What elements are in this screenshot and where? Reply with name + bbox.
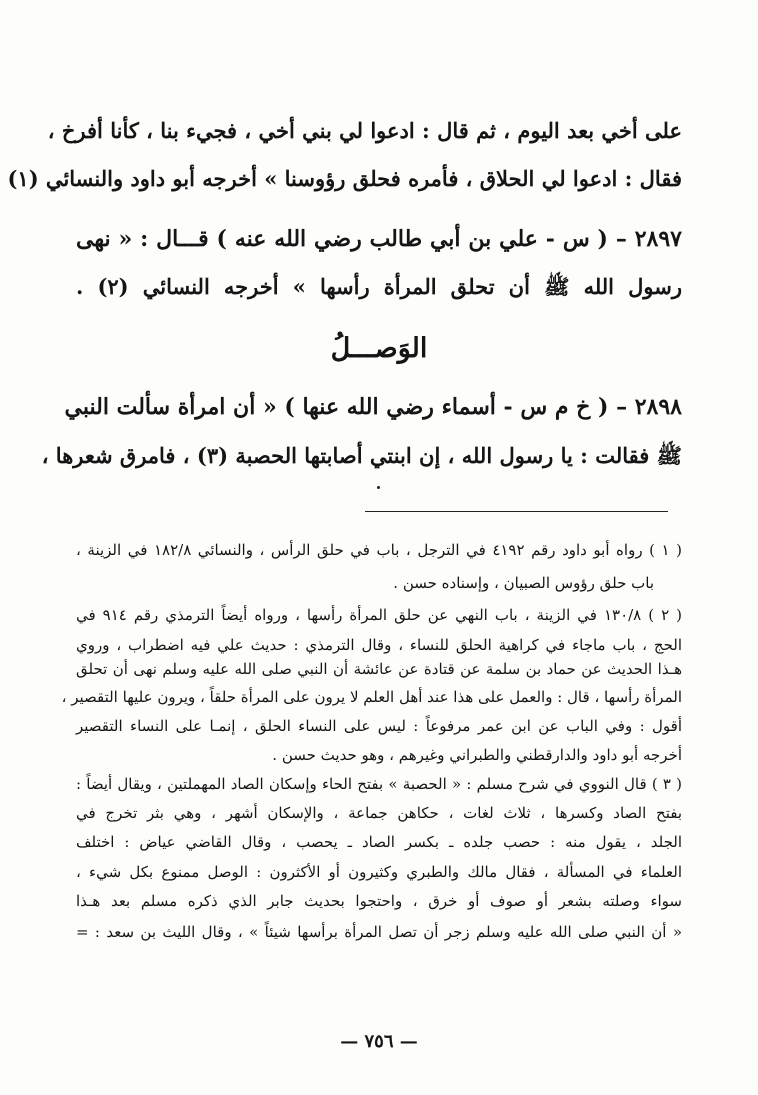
footnote-line: ( ١ ) رواه أبو داود رقم ٤١٩٢ في الترجل ، باب في حلق الرأس ، والنسائي ١٨٢/٨ في الزينة ، — [76, 541, 683, 559]
ink-dot — [377, 486, 380, 489]
page-number: — ٧٥٦ — — [340, 1031, 418, 1052]
footnote-line: المرأة رأسها ، قال : والعمل على هذا عند أهل العلم لا يرون على المرأة حلقاً ، ويرون عليها التقصير ، — [61, 688, 682, 706]
main-text-line-4: رسول الله ﷺ أن تحلق المرأة رأسها » أخرجه النسائي (٢) . — [76, 274, 682, 299]
footnote-line: ( ٢ ) ١٣٠/٨ في الزينة ، باب النهي عن حلق المرأة رأسها ، ورواه أيضاً الترمذي رقم ٩١٤ في — [76, 606, 682, 624]
footnote-line: ( ٣ ) قال النووي في شرح مسلم : « الحصبة » بفتح الحاء وإسكان الصاد المهملتين ، ويقال أيضاً : — [76, 775, 682, 793]
footnote-line: هـذا الحديث عن حماد بن سلمة عن قتادة عن عائشة أن النبي صلى الله عليه وسلم نهى أن تحلق — [76, 660, 682, 678]
footnote-line: أخرجه أبو داود والدارقطني والطبراني وغيرهم ، وهو حديث حسن . — [272, 746, 682, 764]
footnote-line: أقول : وفي الباب عن ابن عمر مرفوعاً : ليس على النساء الحلق ، إنمـا على النساء التقصير — [76, 717, 682, 735]
footnote-separator — [365, 511, 668, 512]
hadith-2897-heading: ٢٨٩٧ – ( س - علي بن أبي طالب رضي الله عنه ) قـــال : « نهى — [76, 226, 682, 252]
main-text-line-2: فقال : ادعوا لي الحلاق ، فأمره فحلق رؤوسنا » أخرجه أبو داود والنسائي (١) — [7, 166, 682, 191]
footnote-line: « أن النبي صلى الله عليه وسلم زجر أن تصل المرأة برأسها شيئاً » ، وقال الليث بن سعد : = — [76, 923, 682, 941]
footnote-line: بفتح الصاد وكسرها ، ثلاث لغات ، حكاهن جماعة ، والإسكان أشهر ، وهي بثر تخرج في — [76, 804, 682, 822]
footnote-line: سواء وصلته بشعر أو صوف أو خرق ، واحتجوا بحديث جابر الذي ذكره مسلم بعد هـذا — [76, 892, 682, 910]
footnote-line: باب حلق رؤوس الصبيان ، وإسناده حسن . — [393, 574, 654, 592]
hadith-2898-heading: ٢٨٩٨ – ( خ م س - أسماء رضي الله عنها ) « أن امرأة سألت النبي — [64, 394, 682, 420]
main-text-line-6: ﷺ فقالت : يا رسول الله ، إن ابنتي أصابتها الحصبة (٣) ، فامرق شعرها ، — [41, 443, 682, 468]
main-text-line-1: على أخي بعد اليوم ، ثم قال : ادعوا لي بني أخي ، فجيء بنا ، كأنا أفرخ ، — [47, 118, 682, 143]
footnote-line: الحج ، باب ماجاء في كراهية الحلق للنساء ، وقال الترمذي : حديث علي فيه اضطراب ، وروي — [76, 636, 682, 654]
section-title: الوَصـــلُ — [330, 333, 428, 364]
footnote-line: الجلد ، يقول منه : حصب جلده ـ بكسر الصاد ـ يحصب ، وقال القاضي عياض : اختلف — [76, 833, 682, 851]
footnote-line: العلماء في المسألة ، فقال مالك والطبري وكثيرون أو الأكثرون : الوصل ممنوع بكل شيء ، — [76, 863, 682, 881]
